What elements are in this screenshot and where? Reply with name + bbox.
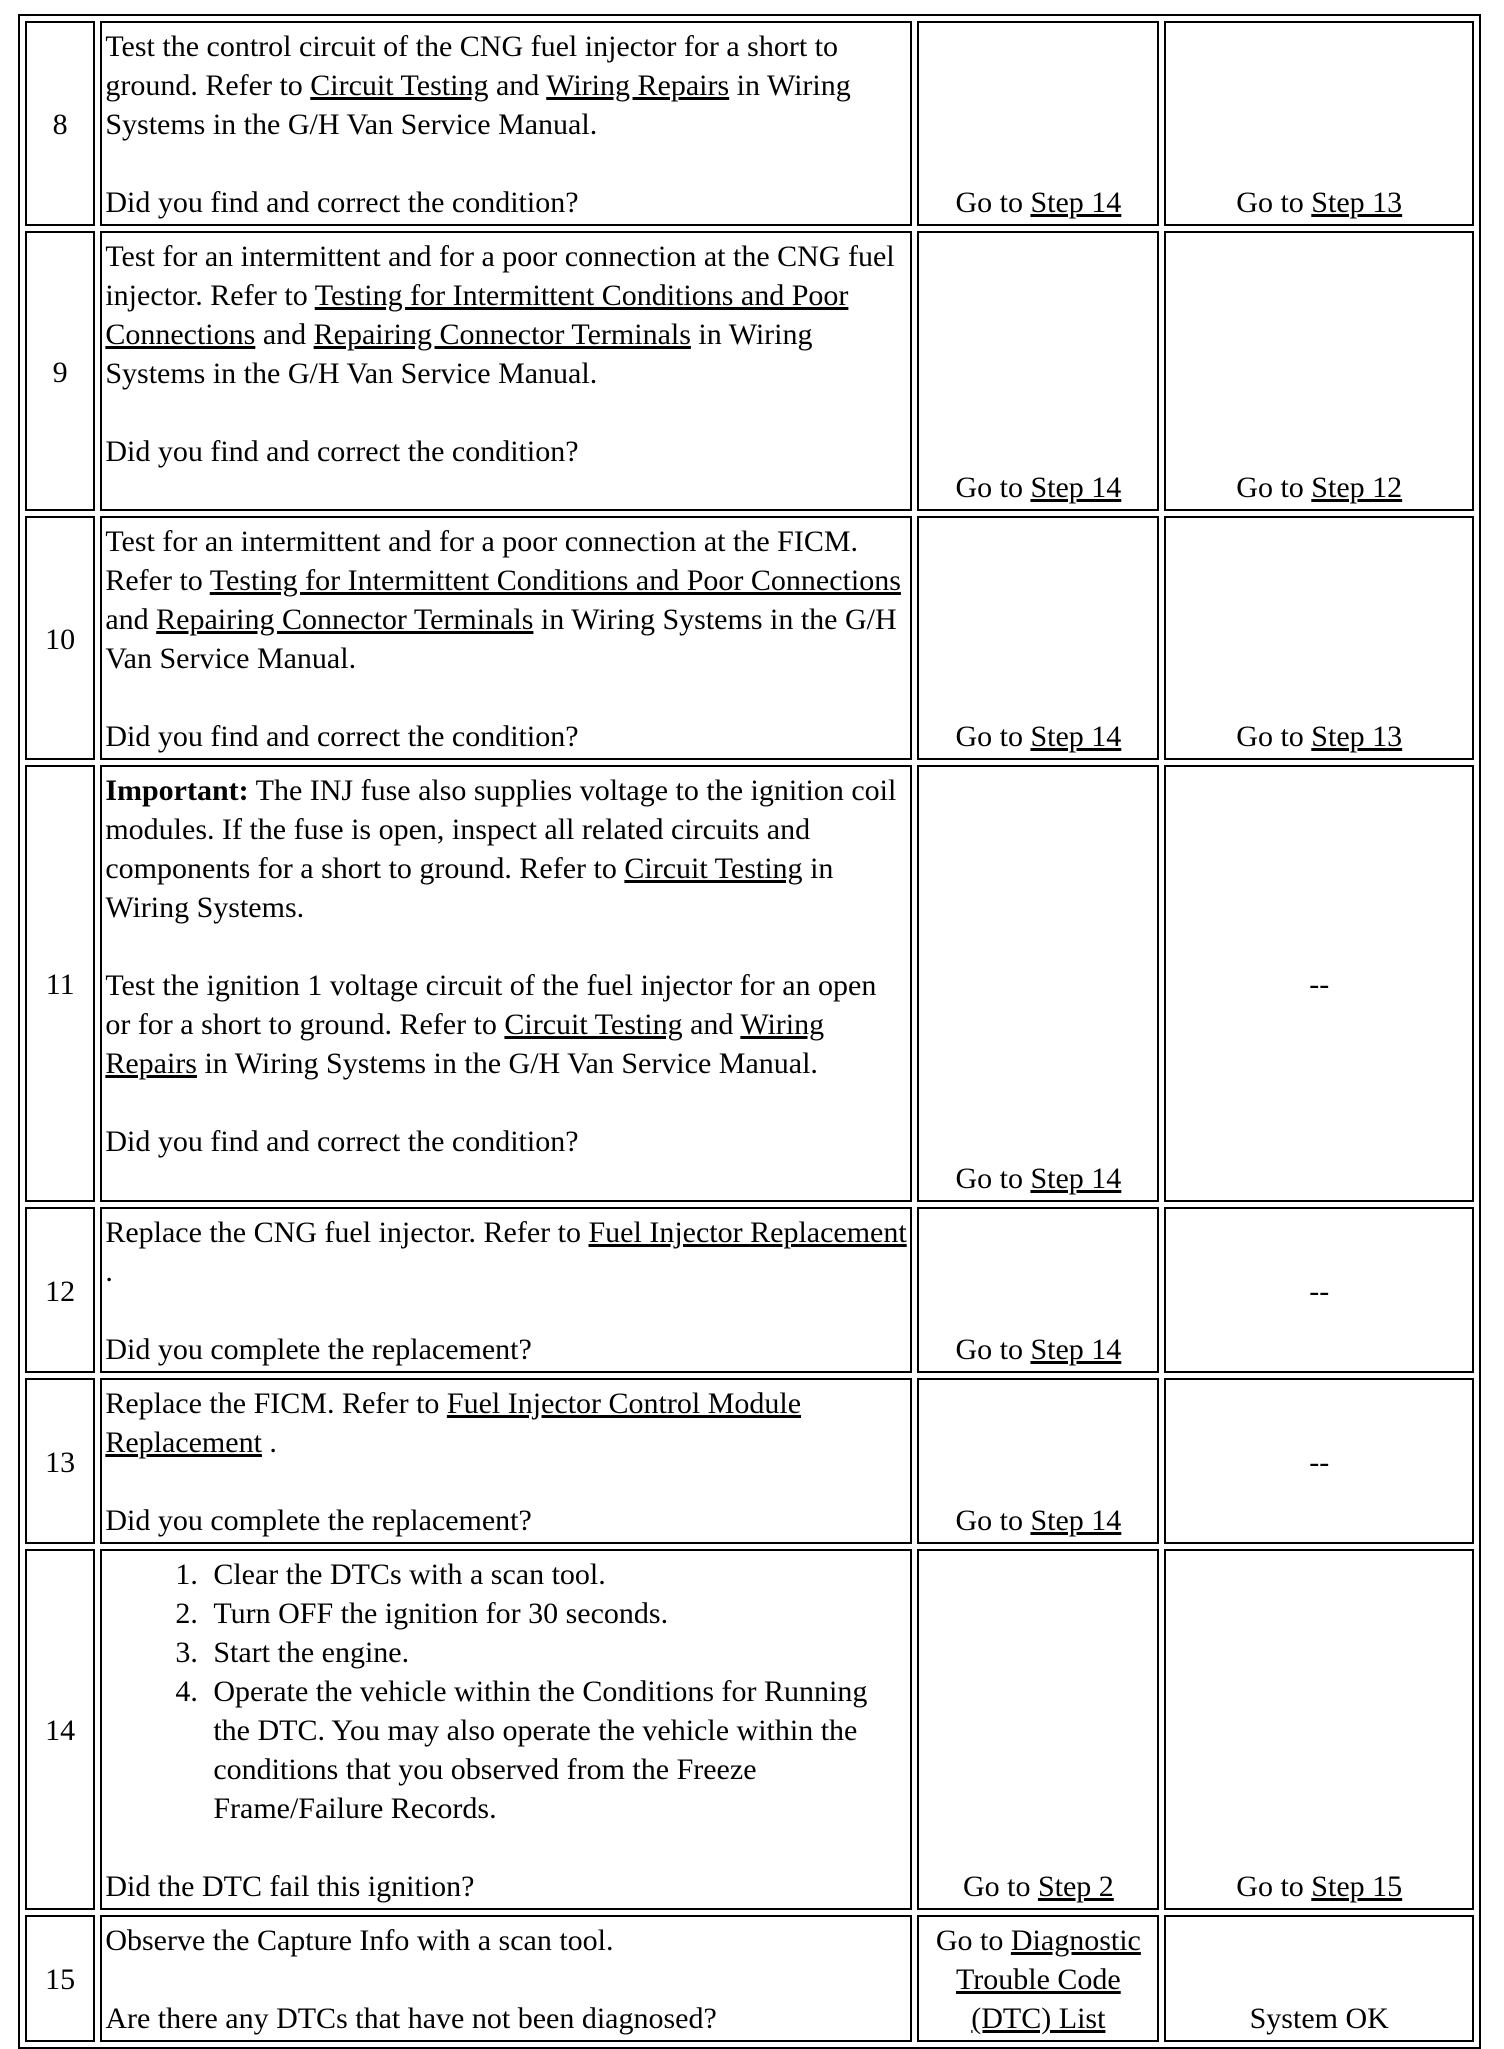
table-row — [25, 765, 1474, 1202]
ficm-replacement-link[interactable]: Fuel Injector Control Module Replacement — [105, 1387, 802, 1459]
step-number: 15 — [25, 1915, 95, 2042]
action-question: Did you find and correct the condition? — [105, 720, 579, 753]
step-link[interactable]: Step 13 — [1311, 186, 1403, 219]
step-link[interactable]: Step 14 — [1030, 1504, 1122, 1537]
no-cell: Go to Step 13 — [1164, 516, 1474, 760]
list-item: 2. Turn OFF the ignition for 30 seconds. — [205, 1594, 907, 1633]
diagnostic-page — [18, 14, 1481, 2049]
step-link[interactable]: Step 12 — [1311, 471, 1403, 504]
yes-cell: Go to Step 14 — [917, 21, 1159, 226]
step-link[interactable]: Step 14 — [1030, 186, 1122, 219]
action-cell — [100, 765, 912, 1202]
yes-cell: Go to Step 14 — [917, 765, 1159, 1202]
action-cell — [100, 21, 912, 226]
no-cell: Go to Step 13 — [1164, 21, 1474, 226]
action-text: Test the ignition 1 voltage circuit of the fuel injector for an open or for a short to ground. Refer to Circuit Testing and Wiring Repairs in Wiring Systems in the G/H Van Service Manual. — [105, 969, 877, 1080]
no-cell: System OK — [1164, 1915, 1474, 2042]
step-link[interactable]: Step 14 — [1030, 1162, 1122, 1195]
circuit-testing-link[interactable]: Circuit Testing — [504, 1008, 683, 1041]
repairing-connector-terminals-link[interactable]: Repairing Connector Terminals — [313, 318, 691, 351]
list-item: 4. Operate the vehicle within the Conditions for Running the DTC. You may also operate the vehicle within the conditions that you observed from the Freeze Frame/Failure Records. — [205, 1672, 907, 1828]
circuit-testing-link[interactable]: Circuit Testing — [624, 852, 803, 885]
action-cell — [100, 1549, 912, 1910]
yes-cell: Go to Step 14 — [917, 1207, 1159, 1373]
action-cell — [100, 231, 912, 511]
step-link[interactable]: Step 14 — [1030, 471, 1122, 504]
action-text: Test for an intermittent and for a poor connection at the CNG fuel injector. Refer to Testing for Intermittent Conditions and Poor Connections and Repairing Connector Terminals in Wiring Systems in the G/H Van Service Manual. — [105, 240, 895, 390]
action-text: Test the control circuit of the CNG fuel injector for a short to ground. Refer to Circuit Testing and Wiring Repairs in Wiring Systems in the G/H Van Service Manual. — [105, 30, 851, 141]
yes-cell: Go to Diagnostic Trouble Code (DTC) List — [917, 1915, 1159, 2042]
table-row — [25, 231, 1474, 511]
testing-intermittent-link[interactable]: Testing for Intermittent Conditions and Poor Connections — [105, 279, 849, 351]
step-number: 10 — [25, 516, 95, 760]
wiring-repairs-link[interactable]: Wiring Repairs — [546, 69, 730, 102]
yes-cell: Go to Step 14 — [917, 231, 1159, 511]
fuel-injector-replacement-link[interactable]: Fuel Injector Replacement — [588, 1216, 907, 1249]
step-link[interactable]: Step 2 — [1037, 1870, 1114, 1903]
circuit-testing-link[interactable]: Circuit Testing — [310, 69, 489, 102]
action-cell — [100, 1207, 912, 1373]
step-link[interactable]: Step 14 — [1030, 1333, 1122, 1366]
action-text: Test for an intermittent and for a poor connection at the FICM. Refer to Testing for Intermittent Conditions and Poor Connections and Repairing Connector Terminals in Wiring Systems in the G/H Van Service Manual. — [105, 525, 901, 675]
list-item: 1. Clear the DTCs with a scan tool. — [205, 1555, 907, 1594]
table-row — [25, 1915, 1474, 2042]
table-row — [25, 1549, 1474, 1910]
no-cell: -- — [1164, 1207, 1474, 1373]
no-cell: Go to Step 15 — [1164, 1549, 1474, 1910]
step-number: 13 — [25, 1378, 95, 1544]
step-number: 14 — [25, 1549, 95, 1910]
important-label: Important: — [105, 774, 249, 807]
table-row — [25, 516, 1474, 760]
no-cell: Go to Step 12 — [1164, 231, 1474, 511]
table-row — [25, 21, 1474, 226]
yes-cell: Go to Step 14 — [917, 516, 1159, 760]
action-question: Are there any DTCs that have not been diagnosed? — [105, 2002, 717, 2035]
wiring-repairs-link[interactable]: Wiring Repairs — [105, 1008, 825, 1080]
step-link[interactable]: Step 13 — [1311, 720, 1403, 753]
table-row — [25, 1378, 1474, 1544]
action-question: Did you complete the replacement? — [105, 1333, 532, 1366]
table-row — [25, 1207, 1474, 1373]
action-question: Did the DTC fail this ignition? — [105, 1870, 475, 1903]
yes-cell: Go to Step 14 — [917, 1378, 1159, 1544]
action-question: Did you find and correct the condition? — [105, 186, 579, 219]
repairing-connector-terminals-link[interactable]: Repairing Connector Terminals — [156, 603, 534, 636]
action-question: Did you find and correct the condition? — [105, 435, 579, 468]
procedure-list — [105, 1555, 907, 1828]
step-number: 9 — [25, 231, 95, 511]
action-cell — [100, 516, 912, 760]
important-note: Important: The INJ fuse also supplies voltage to the ignition coil modules. If the fuse is open, inspect all related circuits and components for a short to ground. Refer to Circuit Testing in Wiring Systems. — [105, 774, 897, 924]
list-item: 3. Start the engine. — [205, 1633, 907, 1672]
step-number: 11 — [25, 765, 95, 1202]
action-text: Replace the CNG fuel injector. Refer to Fuel Injector Replacement . — [105, 1216, 907, 1288]
step-number: 8 — [25, 21, 95, 226]
no-cell: -- — [1164, 1378, 1474, 1544]
action-cell — [100, 1915, 912, 2042]
step-link[interactable]: Step 14 — [1030, 720, 1122, 753]
dtc-list-link[interactable]: Diagnostic Trouble Code (DTC) List — [955, 1924, 1141, 2035]
no-cell: -- — [1164, 765, 1474, 1202]
action-text: Replace the FICM. Refer to Fuel Injector Control Module Replacement . — [105, 1387, 802, 1459]
diagnostic-table — [18, 14, 1481, 2049]
action-text: Observe the Capture Info with a scan tool. — [105, 1924, 614, 1957]
action-cell — [100, 1378, 912, 1544]
step-number: 12 — [25, 1207, 95, 1373]
step-link[interactable]: Step 15 — [1311, 1870, 1403, 1903]
action-question: Did you find and correct the condition? — [105, 1125, 579, 1158]
testing-intermittent-link[interactable]: Testing for Intermittent Conditions and Poor Connections — [209, 564, 901, 597]
action-question: Did you complete the replacement? — [105, 1504, 532, 1537]
yes-cell: Go to Step 2 — [917, 1549, 1159, 1910]
